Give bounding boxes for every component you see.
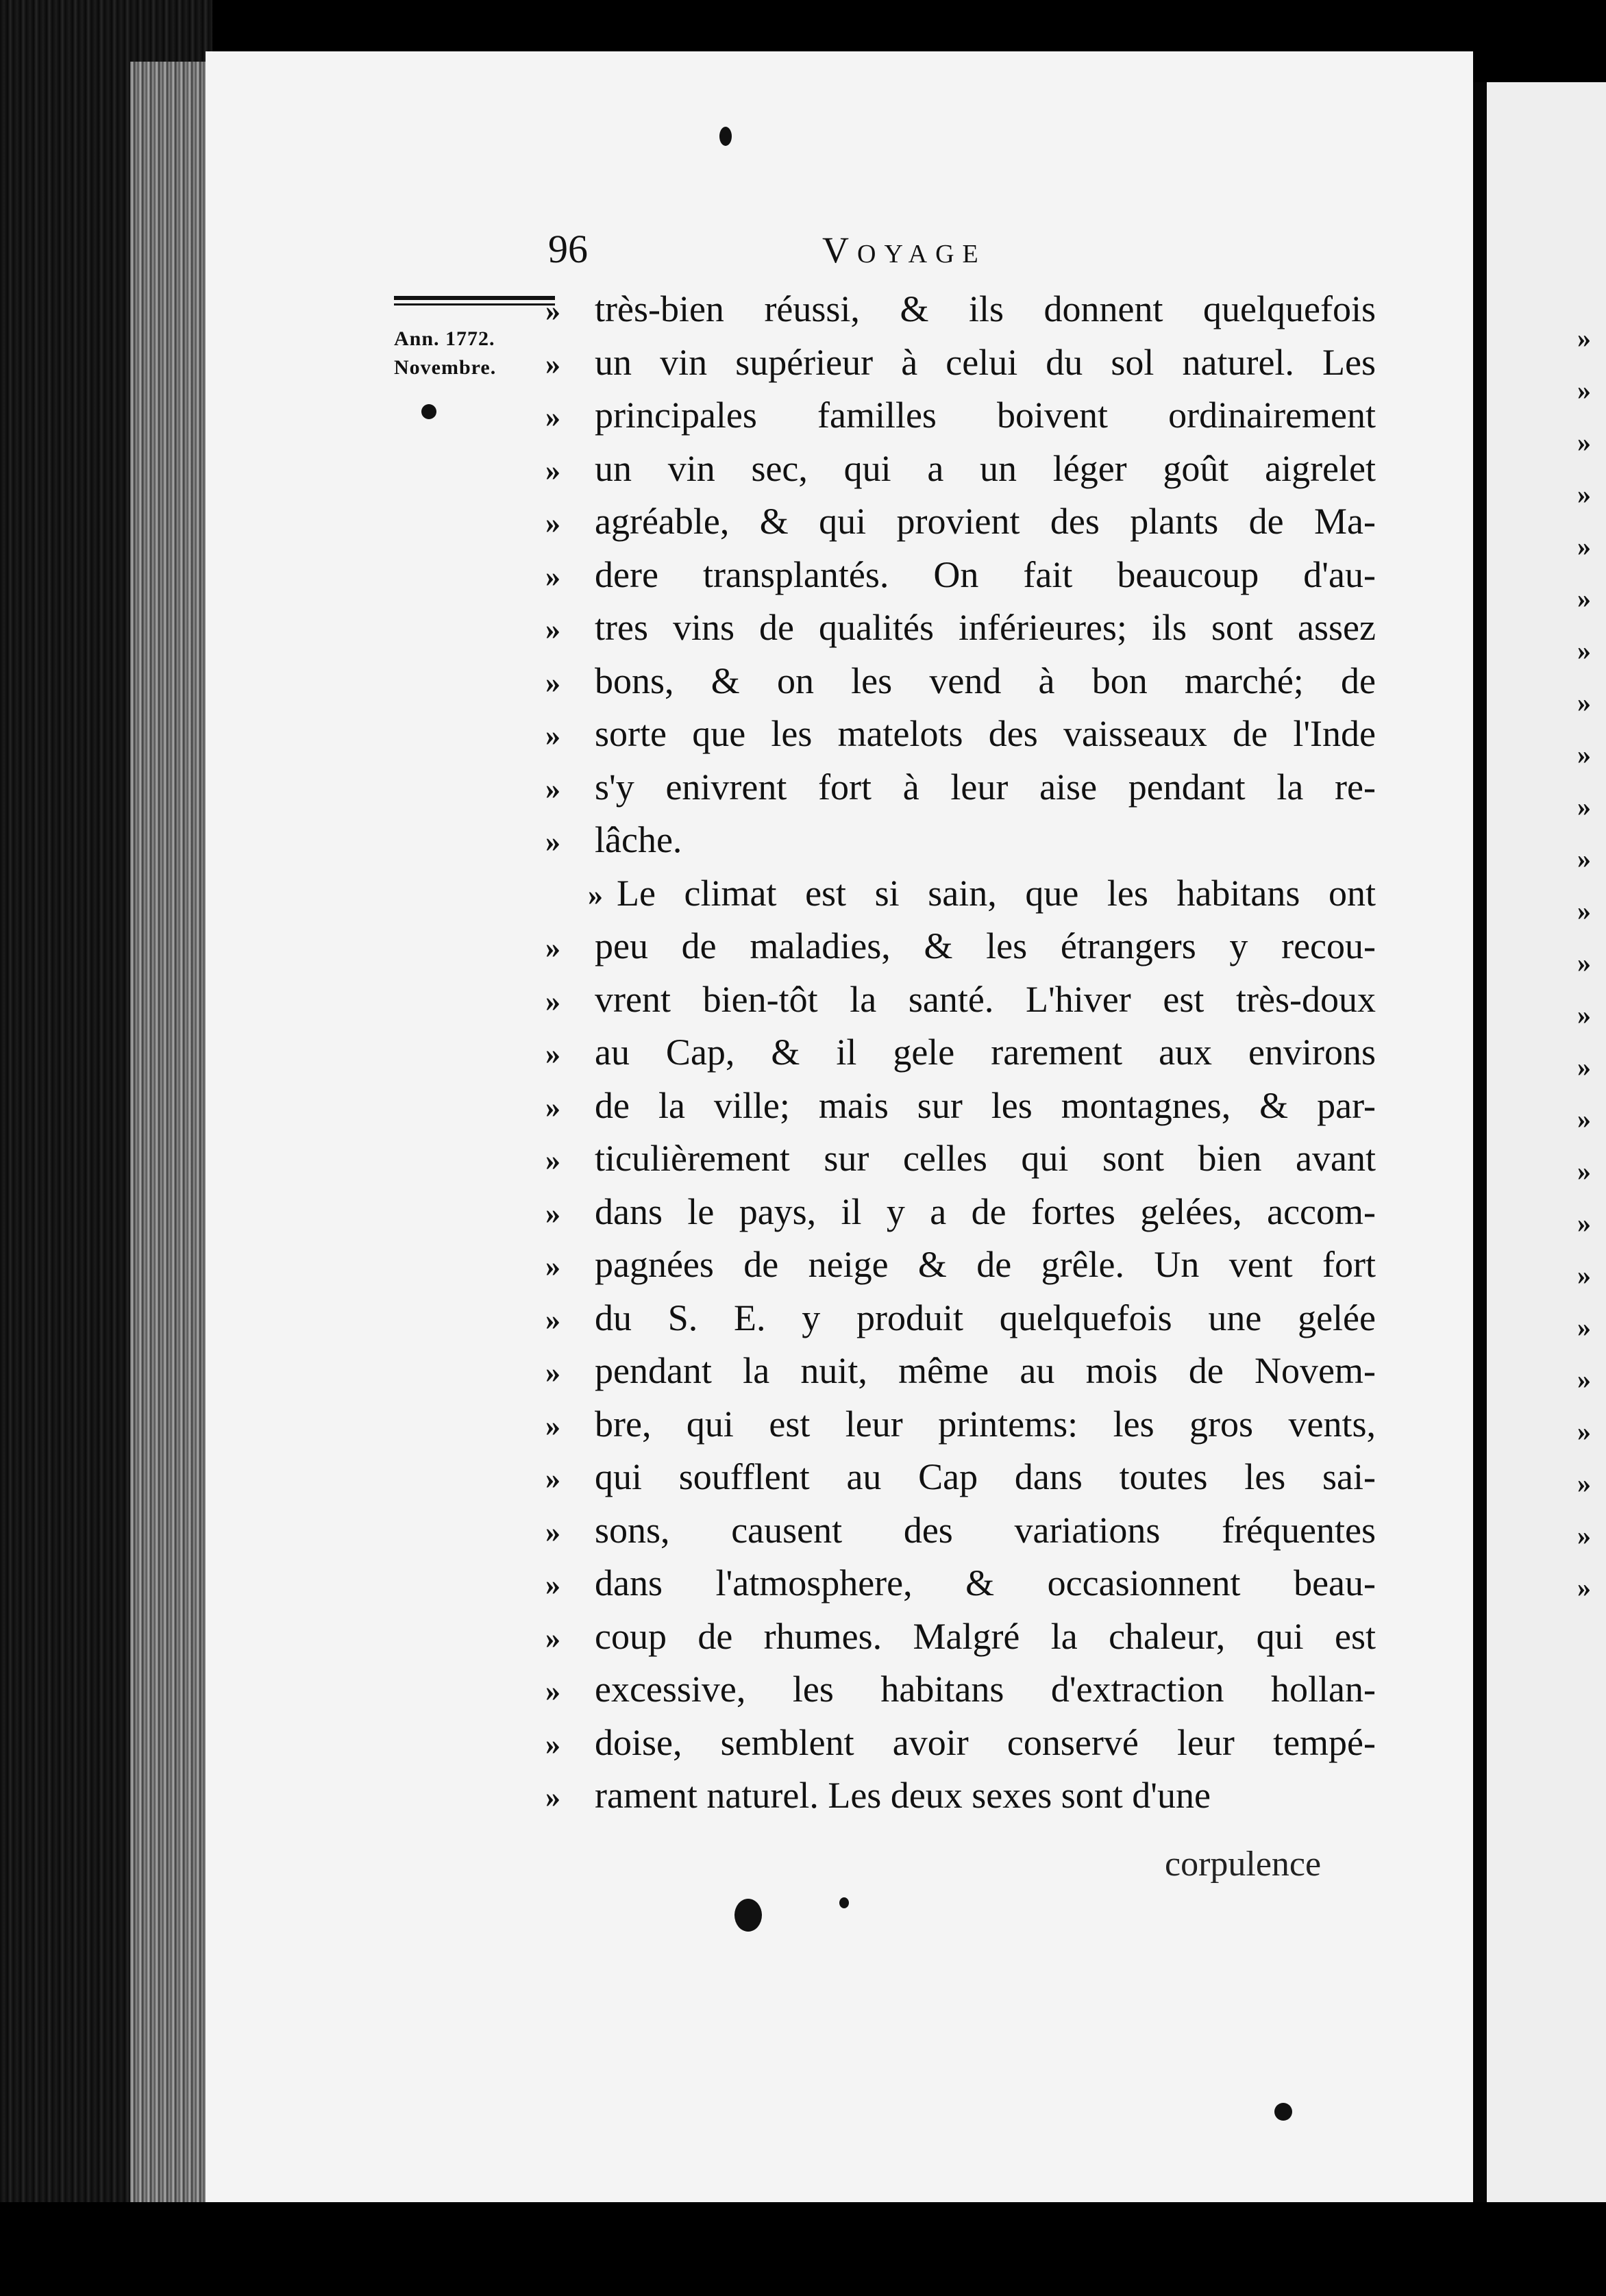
quote-mark: » (545, 984, 560, 1018)
quote-mark: » (545, 1037, 560, 1071)
quote-mark: » (545, 400, 560, 434)
facing-quote-mark: » (1577, 1103, 1591, 1134)
text-line: dans l'atmosphere, & occasionnent beau- (595, 1562, 1376, 1604)
margin-note-month: Novembre. (394, 356, 497, 379)
quote-mark: » (545, 1356, 560, 1389)
facing-quote-mark: » (1577, 895, 1591, 926)
facing-quote-mark: » (1577, 1312, 1591, 1343)
facing-quote-mark: » (1577, 1520, 1591, 1551)
quote-mark: » (545, 1780, 560, 1814)
page-number: 96 (548, 227, 588, 271)
quote-mark: » (545, 453, 560, 487)
quote-mark: » (545, 772, 560, 806)
facing-quote-mark: » (1577, 1260, 1591, 1290)
quote-mark: » (545, 1409, 560, 1443)
facing-quote-mark: » (1577, 375, 1591, 405)
quote-mark: » (545, 825, 560, 858)
quote-mark: » (545, 1674, 560, 1708)
ink-speck (719, 127, 732, 146)
quote-mark: » (545, 1197, 560, 1230)
text-line: lâche. (595, 819, 682, 860)
quote-mark: » (545, 1568, 560, 1601)
text-line: bre, qui est leur printems: les gros vents, (595, 1403, 1376, 1445)
facing-quote-mark: » (1577, 687, 1591, 718)
facing-quote-mark: » (1577, 1416, 1591, 1447)
facing-quote-mark: » (1577, 1572, 1591, 1603)
facing-quote-mark: » (1577, 947, 1591, 978)
text-line: Le climat est si sain, que les habitans ont (617, 873, 1376, 914)
quote-mark: » (545, 612, 560, 646)
text-line: tres vins de qualités inférieures; ils sont assez (595, 607, 1376, 648)
quote-mark: » (588, 878, 603, 912)
facing-quote-mark: » (1577, 1051, 1591, 1082)
text-line: un vin sec, qui a un léger goût aigrelet (595, 448, 1376, 489)
text-line: coup de rhumes. Malgré la chaleur, qui est (595, 1616, 1376, 1657)
text-line: pagnées de neige & de grêle. Un vent fort (595, 1244, 1376, 1285)
quote-mark: » (545, 347, 560, 381)
text-line: pendant la nuit, même au mois de Novem- (595, 1350, 1376, 1391)
quote-mark: » (545, 1621, 560, 1655)
quote-mark: » (545, 1143, 560, 1177)
text-line: un vin supérieur à celui du sol naturel. Les (595, 342, 1376, 383)
margin-rule (394, 296, 555, 305)
quote-mark: » (545, 560, 560, 593)
facing-quote-mark: » (1577, 843, 1591, 874)
text-line: sorte que les matelots des vaisseaux de l'Inde (595, 713, 1376, 754)
text-line: qui soufflent au Cap dans toutes les sai- (595, 1456, 1376, 1497)
text-line: peu de maladies, & les étrangers y recou- (595, 925, 1376, 966)
scan-border (0, 2202, 1606, 2296)
text-line: doise, semblent avoir conservé leur tempé- (595, 1722, 1376, 1763)
facing-quote-mark: » (1577, 1156, 1591, 1186)
facing-quote-mark: » (1577, 531, 1591, 562)
facing-quote-mark: » (1577, 583, 1591, 614)
text-line: vrent bien-tôt la santé. L'hiver est très-doux (595, 979, 1376, 1020)
facing-quote-mark: » (1577, 999, 1591, 1030)
facing-quote-mark: » (1577, 427, 1591, 458)
text-line: sons, causent des variations fréquentes (595, 1510, 1376, 1551)
running-head: Voyage (822, 229, 987, 271)
book-gutter (1473, 82, 1487, 2219)
facing-quote-mark: » (1577, 791, 1591, 822)
text-line: ticulièrement sur celles qui sont bien avant (595, 1138, 1376, 1179)
text-line: dans le pays, il y a de fortes gelées, accom- (595, 1191, 1376, 1232)
text-line: agréable, & qui provient des plants de Ma- (595, 501, 1376, 542)
ink-speck (421, 404, 436, 419)
text-line: dere transplantés. On fait beaucoup d'au- (595, 554, 1376, 595)
quote-mark: » (545, 294, 560, 327)
text-line: principales familles boivent ordinairement (595, 395, 1376, 436)
catchword: corpulence (1165, 1845, 1322, 1884)
ink-blot (734, 1899, 762, 1932)
facing-quote-mark: » (1577, 323, 1591, 353)
text-line: s'y enivrent fort à leur aise pendant la re- (595, 766, 1376, 808)
ink-speck (839, 1897, 849, 1908)
text-line: bons, & on les vend à bon marché; de (595, 660, 1376, 701)
facing-quote-mark: » (1577, 1468, 1591, 1499)
quote-mark: » (545, 1090, 560, 1124)
quote-mark: » (545, 931, 560, 964)
text-line: de la ville; mais sur les montagnes, & par- (595, 1085, 1376, 1126)
quote-mark: » (545, 1462, 560, 1495)
facing-quote-mark: » (1577, 479, 1591, 510)
quote-mark: » (545, 1303, 560, 1336)
page-header (548, 226, 1110, 274)
text-line: excessive, les habitans d'extraction hollan- (595, 1669, 1376, 1710)
text-line: du S. E. y produit quelquefois une gelée (595, 1297, 1376, 1338)
facing-quote-mark: » (1577, 739, 1591, 770)
ink-speck (1274, 2103, 1292, 2121)
facing-quote-mark: » (1577, 1364, 1591, 1395)
facing-quote-mark: » (1577, 635, 1591, 666)
facing-quote-mark: » (1577, 1208, 1591, 1238)
margin-note-year: Ann. 1772. (394, 327, 495, 350)
quote-mark: » (545, 666, 560, 699)
text-line: très-bien réussi, & ils donnent quelquefois (595, 288, 1376, 329)
quote-mark: » (545, 1249, 560, 1283)
quote-mark: » (545, 1727, 560, 1761)
quote-mark: » (545, 719, 560, 752)
quote-mark: » (545, 506, 560, 540)
text-line: rament naturel. Les deux sexes sont d'une (595, 1775, 1211, 1816)
text-line: au Cap, & il gele rarement aux environs (595, 1032, 1376, 1073)
quote-mark: » (545, 1515, 560, 1549)
page-edges (130, 62, 212, 2226)
